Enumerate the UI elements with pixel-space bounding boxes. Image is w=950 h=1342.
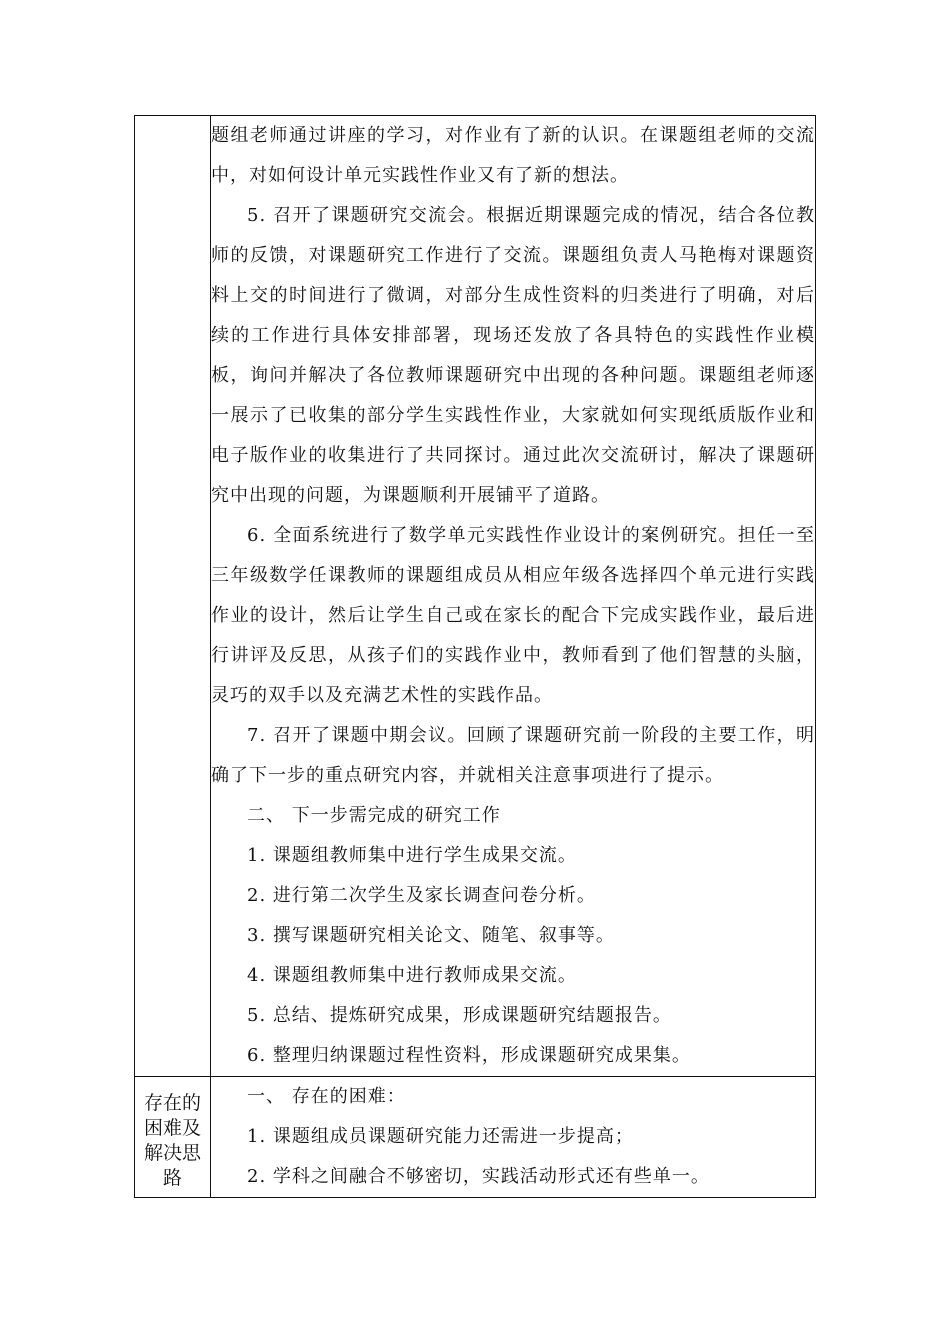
- progress-row: [135, 116, 816, 1077]
- paragraph-item-6: 6. 全面系统进行了数学单元实践性作业设计的案例研究。担任一至三年级数学任课教师的课题组成员从相应年级各选择四个单元进行实践作业的设计，然后让学生自己或在家长的配合下完成实践作业，最后进行讲评及反思，从孩子们的实践作业中，教师看到了他们智慧的头脑，灵巧的双手以及充满艺术性的实践作品。: [211, 525, 815, 706]
- difficulties-label: 存在的困难及解决思路: [135, 1077, 211, 1198]
- paragraph-continuation: 题组老师通过讲座的学习，对作业有了新的认识。在课题组老师的交流中，对如何设计单元实践性作业又有了新的想法。: [211, 125, 815, 186]
- progress-label-cell: [135, 116, 211, 1077]
- paragraph-item-7: 7. 召开了课题中期会议。回顾了课题研究前一阶段的主要工作，明确了下一步的重点研究内容，并就相关注意事项进行了提示。: [211, 725, 815, 786]
- paragraph-item-5: 5. 召开了课题研究交流会。根据近期课题完成的情况，结合各位教师的反馈，对课题研究工作进行了交流。课题组负责人马艳梅对课题资料上交的时间进行了微调，对部分生成性资料的归类进行了明确，对后续的工作进行具体安排部署，现场还发放了各具特色的实践性作业模板，询问并解决了各位教师课题研究中出现的各种问题。课题组老师逐一展示了已收集的部分学生实践性作业，大家就如何实现纸质版作业和电子版作业的收集进行了共同探讨。通过此次交流研讨，解决了课题研究中出现的问题，为课题顺利开展铺平了道路。: [211, 205, 815, 506]
- difficulty-item: 2. 学科之间融合不够密切，实践活动形式还有些单一。: [247, 1166, 710, 1187]
- difficulties-row: [135, 1077, 816, 1198]
- next-step-item: 4. 课题组教师集中进行教师成果交流。: [247, 965, 577, 986]
- difficulties-heading: 一、 存在的困难：: [247, 1086, 406, 1107]
- next-step-item: 1. 课题组教师集中进行学生成果交流。: [247, 845, 577, 866]
- next-steps-heading: 二、 下一步需完成的研究工作: [247, 805, 501, 826]
- next-step-item: 2. 进行第二次学生及家长调查问卷分析。: [247, 885, 596, 906]
- next-step-item: 3. 撰写课题研究相关论文、随笔、叙事等。: [247, 925, 615, 946]
- next-step-item: 5. 总结、提炼研究成果，形成课题研究结题报告。: [247, 1005, 672, 1026]
- next-step-item: 6. 整理归纳课题过程性资料，形成课题研究成果集。: [247, 1045, 691, 1066]
- progress-content-cell: [211, 116, 816, 1077]
- report-table: [134, 115, 816, 1198]
- difficulties-content-cell: [211, 1077, 816, 1198]
- difficulty-item: 1. 课题组成员课题研究能力还需进一步提高；: [247, 1126, 634, 1147]
